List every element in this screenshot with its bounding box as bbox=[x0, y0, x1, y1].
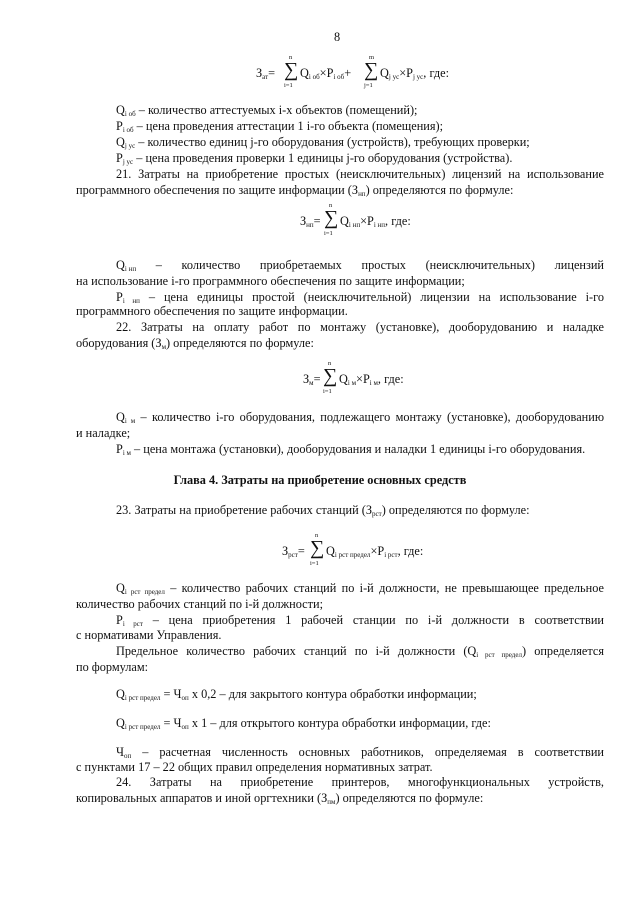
formula-rst: $З_{рст}=$ n ∑ i=1 $Q_{i рст предел}\times P_{i рст}$, где: bbox=[282, 532, 424, 567]
chapter-4-heading: Глава 4. Затраты на приобретение основных средств bbox=[173, 473, 467, 487]
formula-attestation: $З_{ат}=$ n ∑ i=1 $Q_{i об}\times P_{i об}+$ m ∑ j=1 $Q_{j ус}\times P_{j ус}$, где: bbox=[256, 54, 450, 89]
limit-line1: Предельное количество рабочих станций по i-й должности $(Q_{i рст предел})$ определяется bbox=[116, 644, 604, 659]
sum-icon: ∑ bbox=[284, 59, 299, 81]
def-p-ob: $P_{i об}$ – цена проведения аттестации 1 i-го объекта (помещения); bbox=[116, 119, 444, 134]
formula-open: $Q_{i рст предел} = Ч_{оп}$ x 1 – для открытого контура обработки информации, где: bbox=[116, 716, 491, 731]
def-q-m-line2: и наладке; bbox=[76, 426, 131, 440]
sum-icon: ∑ bbox=[323, 365, 338, 387]
page-number: 8 bbox=[334, 30, 341, 44]
def-ch-op-line2: с пунктами 17 – 22 общих правил определения нормативных затрат. bbox=[76, 760, 433, 774]
p24-line1: 24. Затраты на приобретение принтеров, многофункциональных устройств, bbox=[116, 775, 604, 789]
def-p-np-line2: программного обеспечения по защите информации. bbox=[76, 304, 348, 318]
p22-line2: оборудования $(З_м)$ определяются по формуле: bbox=[76, 336, 314, 351]
def-p-m: $P_{i м}$ – цена монтажа (установки), дооборудования и наладки 1 единицы i-го оборудования. bbox=[116, 442, 586, 457]
sum-icon: ∑ bbox=[310, 537, 325, 559]
def-ch-op: $Ч_{оп}$ – расчетная численность основных работников, определяемая в соответствии bbox=[116, 745, 604, 760]
def-p-np: $P_{i нп}$ – цена единицы простой (неисключительной) лицензии на использование i-го bbox=[116, 290, 604, 305]
def-q-rst-line2: количество рабочих станций по i-й должности; bbox=[76, 597, 324, 611]
p21-line2: программного обеспечения по защите информации $(З_{нп})$ определяются по формуле: bbox=[76, 183, 514, 198]
p24-line2: копировальных аппаратов и иной оргтехники $(З_{пм})$ определяются по формуле: bbox=[76, 791, 484, 806]
def-q-np-line2: на использование i-го программного обеспечения по защите информации; bbox=[76, 274, 465, 288]
formula-closed: $Q_{i рст предел} = Ч_{оп}$ x 0,2 – для закрытого контура обработки информации; bbox=[116, 687, 477, 702]
p21-line1: 21. Затраты на приобретение простых (неисключительных) лицензий на использование bbox=[116, 167, 604, 181]
def-p-rst: $P_{i рст}$ – цена приобретения 1 рабочей станции по i-й должности в соответствии bbox=[116, 613, 604, 628]
def-q-rst: $Q_{i рст предел}$ – количество рабочих станций по i-й должности, не превышающее предельное bbox=[116, 581, 604, 596]
def-p-rst-line2: с нормативами Управления. bbox=[76, 628, 222, 642]
p22-line1: 22. Затраты на оплату работ по монтажу (установке), дооборудованию и наладке bbox=[116, 320, 604, 334]
formula-m: $З_м=$ n ∑ i=1 $Q_{i м}\times P_{i м}$, где: bbox=[303, 360, 404, 395]
def-q-ob: $Q_{i об}$ – количество аттестуемых i-х объектов (помещений); bbox=[116, 103, 418, 118]
formula-np: $З_{нп}=$ n ∑ i=1 $Q_{i нп}\times P_{i нп}$, где: bbox=[300, 202, 411, 237]
sum-icon: ∑ bbox=[364, 59, 379, 81]
def-q-np: $Q_{i нп}$ – количество приобретаемых простых (неисключительных) лицензий bbox=[116, 258, 604, 273]
sum-icon: ∑ bbox=[324, 207, 339, 229]
def-q-us: $Q_{j ус}$ – количество единиц j-го оборудования (устройств), требующих проверки; bbox=[116, 135, 530, 150]
limit-line2: по формулам: bbox=[76, 660, 149, 674]
def-p-us: $P_{j ус}$ – цена проведения проверки 1 единицы j-го оборудования (устройства). bbox=[116, 151, 513, 166]
p23: 23. Затраты на приобретение рабочих станций $(З_{рст})$ определяются по формуле: bbox=[116, 503, 530, 518]
def-q-m: $Q_{i м}$ – количество i-го оборудования, подлежащего монтажу (установке), дооборудованию bbox=[116, 410, 605, 425]
